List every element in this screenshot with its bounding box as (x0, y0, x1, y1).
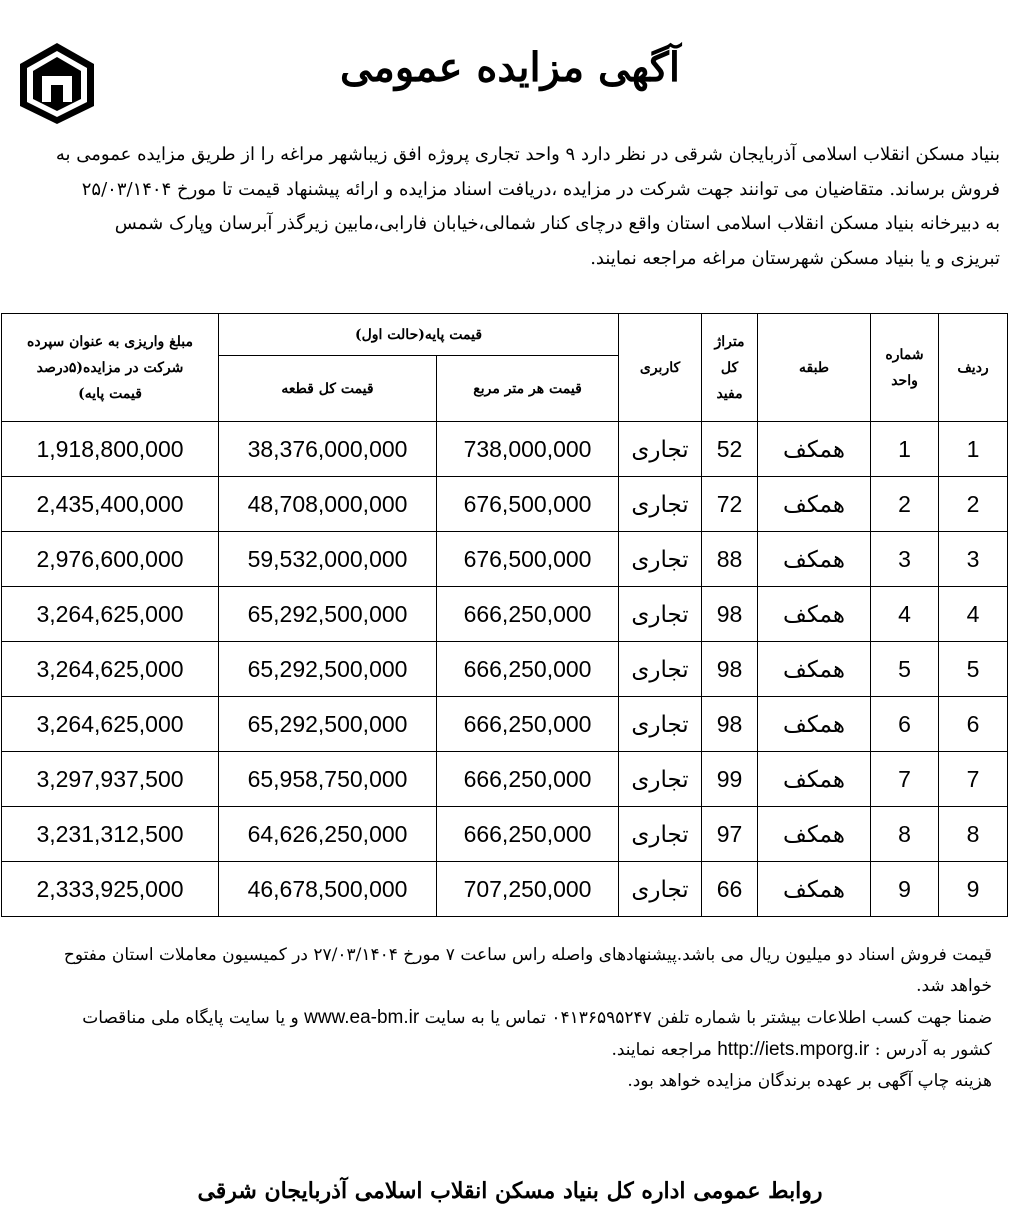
header-text: کل (720, 359, 739, 376)
notes-line (18, 1034, 992, 1066)
cell-floor: همکف (758, 697, 871, 752)
header-base-price: قیمت پایه(حالت اول) (219, 314, 619, 356)
table-row (2, 697, 1008, 752)
website-link[interactable]: www.ea-bm.ir (304, 1007, 420, 1028)
header-usage: کاربری (619, 314, 702, 422)
cell-total-price: 46,678,500,000 (219, 862, 437, 917)
cell-deposit: 3,297,937,500 (2, 752, 219, 807)
header-unit-no (871, 314, 939, 422)
cell-row-no: 9 (939, 862, 1008, 917)
notes-line (18, 1002, 992, 1034)
cell-area: 97 (702, 807, 758, 862)
cell-usage: تجاری (619, 752, 702, 807)
cell-deposit: 3,231,312,500 (2, 807, 219, 862)
page-title: آگهی مزایده عمومی (340, 44, 680, 91)
header-text: شماره (885, 346, 924, 363)
cell-row-no: 3 (939, 532, 1008, 587)
notes-line: قیمت فروش اسناد دو میلیون ریال می باشد.پیشنهادهای واصله راس ساعت ۷ مورخ ۲۷/۰۳/۱۴۰۴ در کمیسیون معاملات استان مفتوح (63, 945, 992, 965)
notes-line: هزینه چاپ آگهی بر عهده برندگان مزایده خواهد بود. (627, 1071, 992, 1091)
cell-total-price: 48,708,000,000 (219, 477, 437, 532)
intro-line: بنیاد مسکن انقلاب اسلامی آذربایجان شرقی در نظر دارد ۹ واحد تجاری پروژه افق زیباشهر مراغه را از طریق مزایده عمومی به (55, 144, 1000, 165)
intro-line: به دبیرخانه بنیاد مسکن انقلاب اسلامی استان واقع درچای کنار شمالی،خیابان فارابی،مابین زیرگذر آبرسان وپارک شمس (114, 213, 1000, 234)
cell-floor: همکف (758, 587, 871, 642)
cell-area: 99 (702, 752, 758, 807)
cell-area: 98 (702, 642, 758, 697)
header-text: متراژ (714, 333, 745, 350)
notes-text: و یا سایت پایگاه ملی مناقصات (82, 1008, 299, 1028)
cell-area: 98 (702, 697, 758, 752)
notes-text: کشور به آدرس : (874, 1040, 992, 1060)
notes-line: خواهد شد. (916, 976, 992, 996)
housing-foundation-logo-icon (14, 40, 100, 126)
cell-unit-no: 6 (871, 697, 939, 752)
table-row (2, 862, 1008, 917)
cell-total-price: 59,532,000,000 (219, 532, 437, 587)
cell-price-per-sqm: 666,250,000 (437, 642, 619, 697)
table-row (2, 807, 1008, 862)
auction-table (1, 313, 1008, 917)
cell-row-no: 6 (939, 697, 1008, 752)
notes-text: مراجعه نمایند. (611, 1040, 712, 1060)
cell-area: 88 (702, 532, 758, 587)
cell-total-price: 65,958,750,000 (219, 752, 437, 807)
cell-deposit: 2,435,400,000 (2, 477, 219, 532)
cell-total-price: 64,626,250,000 (219, 807, 437, 862)
cell-usage: تجاری (619, 697, 702, 752)
cell-total-price: 65,292,500,000 (219, 642, 437, 697)
cell-deposit: 2,333,925,000 (2, 862, 219, 917)
cell-usage: تجاری (619, 532, 702, 587)
intro-paragraph (16, 138, 1000, 276)
cell-unit-no: 5 (871, 642, 939, 697)
cell-total-price: 38,376,000,000 (219, 422, 437, 477)
cell-area: 52 (702, 422, 758, 477)
table-row (2, 422, 1008, 477)
header-row-no: ردیف (939, 314, 1008, 422)
cell-floor: همکف (758, 532, 871, 587)
cell-deposit: 3,264,625,000 (2, 642, 219, 697)
header-area (702, 314, 758, 422)
cell-deposit: 3,264,625,000 (2, 587, 219, 642)
cell-floor: همکف (758, 752, 871, 807)
cell-row-no: 4 (939, 587, 1008, 642)
cell-usage: تجاری (619, 862, 702, 917)
notes-text: ضمنا جهت کسب اطلاعات بیشتر با شماره تلفن ۰۴۱۳۶۵۹۵۲۴۷ تماس یا به سایت (424, 1008, 992, 1028)
table-row (2, 642, 1008, 697)
table-row (2, 477, 1008, 532)
tender-portal-link[interactable]: http://iets.mporg.ir (717, 1039, 870, 1060)
cell-unit-no: 9 (871, 862, 939, 917)
header-text: قیمت پایه) (78, 385, 142, 402)
intro-line: تبریزی و یا بنیاد مسکن شهرستان مراغه مراجعه نمایند. (590, 247, 1000, 269)
header-deposit (2, 314, 219, 422)
table-row (2, 752, 1008, 807)
table-row (2, 587, 1008, 642)
cell-row-no: 2 (939, 477, 1008, 532)
cell-floor: همکف (758, 807, 871, 862)
cell-price-per-sqm: 676,500,000 (437, 532, 619, 587)
cell-price-per-sqm: 666,250,000 (437, 752, 619, 807)
cell-price-per-sqm: 738,000,000 (437, 422, 619, 477)
cell-usage: تجاری (619, 642, 702, 697)
header-total-price: قیمت کل قطعه (219, 356, 437, 422)
cell-unit-no: 3 (871, 532, 939, 587)
cell-price-per-sqm: 676,500,000 (437, 477, 619, 532)
cell-unit-no: 8 (871, 807, 939, 862)
cell-unit-no: 7 (871, 752, 939, 807)
cell-price-per-sqm: 666,250,000 (437, 807, 619, 862)
cell-usage: تجاری (619, 587, 702, 642)
cell-price-per-sqm: 666,250,000 (437, 697, 619, 752)
intro-line: فروش برساند. متقاضیان می توانند جهت شرکت در مزایده ،دریافت اسناد مزایده و ارائه پیشنهاد قیمت تا مورخ ۲۵/۰۳/۱۴۰۴ (81, 178, 1000, 200)
notes-section (18, 940, 992, 1097)
header-text: مبلغ واریزی به عنوان سپرده (27, 333, 193, 350)
cell-price-per-sqm: 707,250,000 (437, 862, 619, 917)
cell-deposit: 2,976,600,000 (2, 532, 219, 587)
cell-total-price: 65,292,500,000 (219, 587, 437, 642)
cell-deposit: 1,918,800,000 (2, 422, 219, 477)
cell-deposit: 3,264,625,000 (2, 697, 219, 752)
cell-row-no: 1 (939, 422, 1008, 477)
cell-unit-no: 4 (871, 587, 939, 642)
cell-row-no: 7 (939, 752, 1008, 807)
cell-area: 66 (702, 862, 758, 917)
cell-total-price: 65,292,500,000 (219, 697, 437, 752)
cell-area: 98 (702, 587, 758, 642)
cell-price-per-sqm: 666,250,000 (437, 587, 619, 642)
cell-row-no: 8 (939, 807, 1008, 862)
cell-floor: همکف (758, 477, 871, 532)
header-text: واحد (891, 372, 918, 389)
cell-usage: تجاری (619, 477, 702, 532)
header-text: مفید (716, 385, 743, 402)
cell-area: 72 (702, 477, 758, 532)
cell-usage: تجاری (619, 807, 702, 862)
footer-signature: روابط عمومی اداره کل بنیاد مسکن انقلاب اسلامی آذربایجان شرقی (197, 1178, 823, 1204)
header-text: شرکت در مزایده(۵درصد (36, 359, 184, 376)
cell-unit-no: 2 (871, 477, 939, 532)
table-row (2, 532, 1008, 587)
cell-row-no: 5 (939, 642, 1008, 697)
header-price-per-sqm: قیمت هر متر مربع (437, 356, 619, 422)
cell-floor: همکف (758, 422, 871, 477)
cell-usage: تجاری (619, 422, 702, 477)
cell-floor: همکف (758, 642, 871, 697)
cell-floor: همکف (758, 862, 871, 917)
cell-unit-no: 1 (871, 422, 939, 477)
header-floor: طبقه (758, 314, 871, 422)
